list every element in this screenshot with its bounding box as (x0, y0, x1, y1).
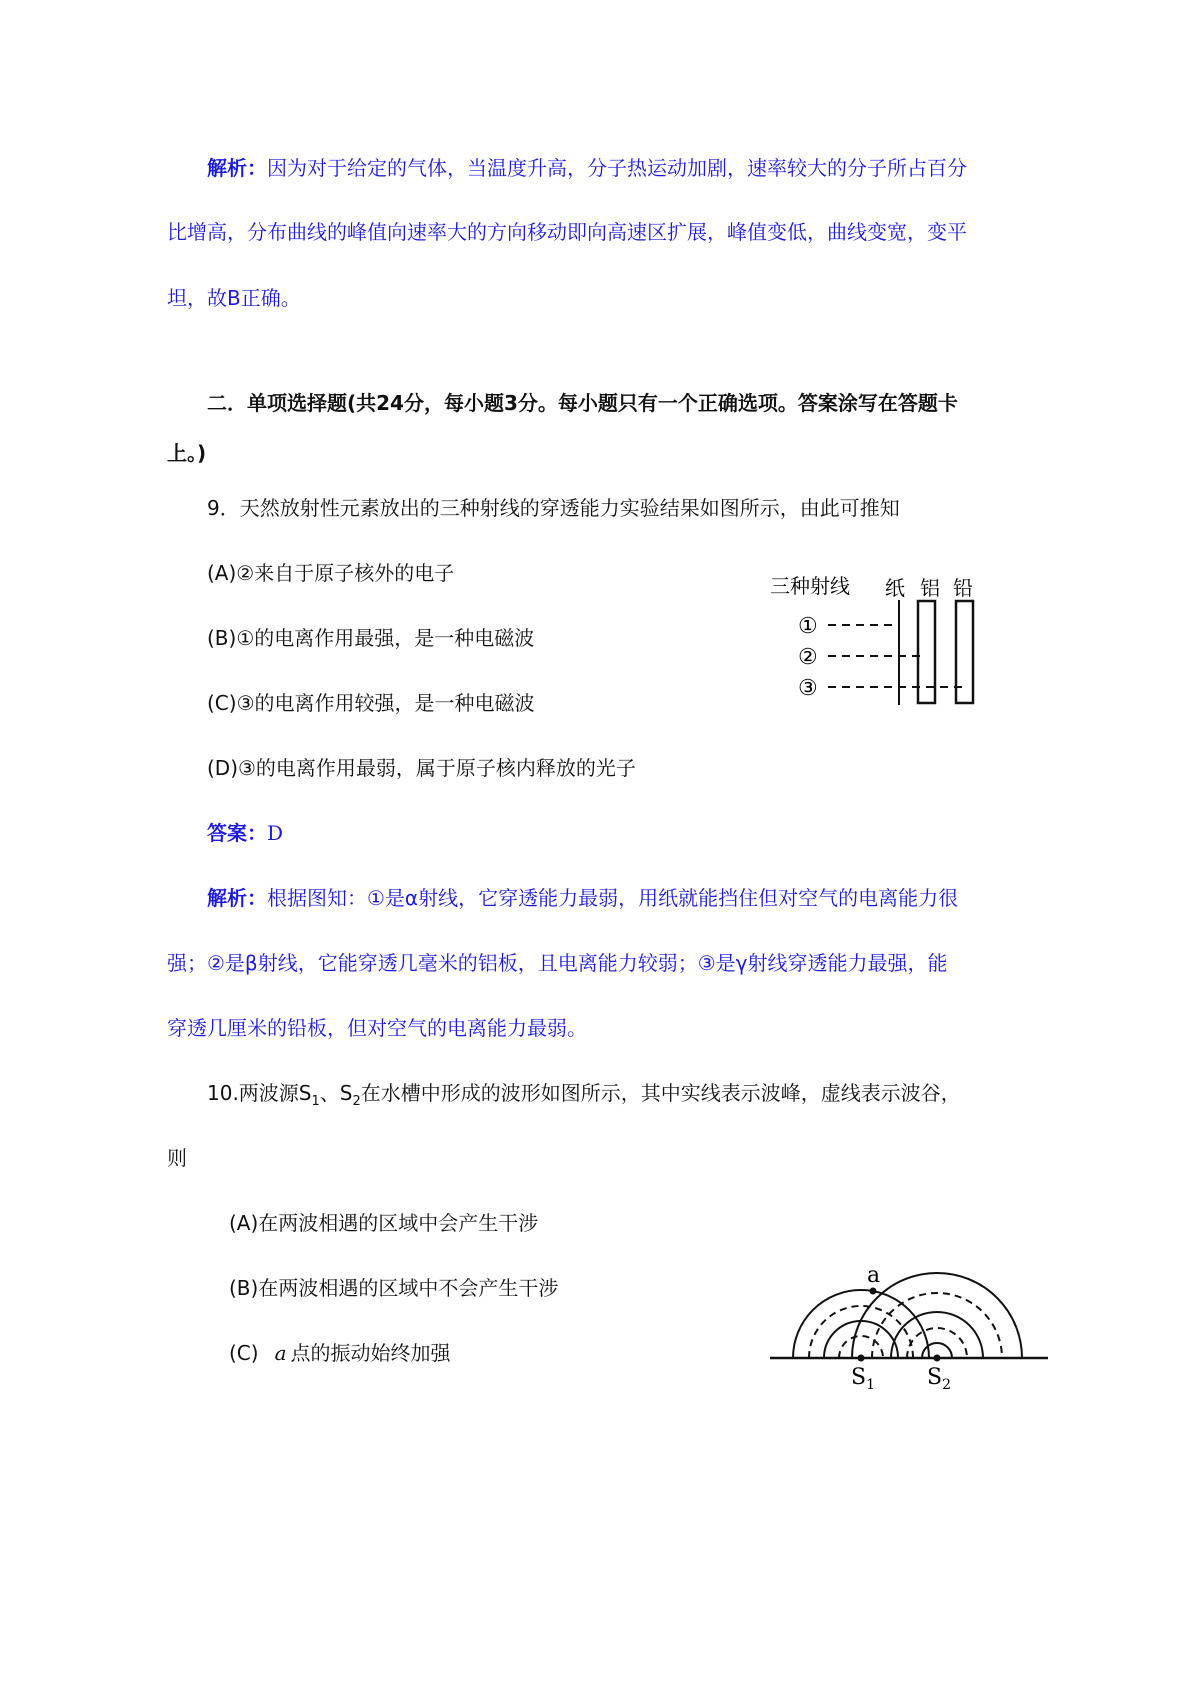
point-a (870, 1288, 877, 1295)
answer-label: 答案： (207, 821, 267, 845)
q9-answer (207, 819, 283, 847)
q9-explanation-line-2: 强；②是β射线，它能穿透几毫米的铝板，且电离能力较弱；③是γ射线穿透能力最强，能 (167, 951, 948, 975)
explanation-label: 解析： (207, 886, 267, 910)
section-heading-cont: 上。) (167, 441, 207, 465)
q10-stem: 10.两波源$S_1$、$S_2$在水槽中形成的波形如图所示，其中实线表示波峰，虚线表示波谷， (207, 1081, 961, 1109)
q9-option-b: (B)①的电离作用最强，是一种电磁波 (207, 626, 535, 650)
radiation-penetration-figure (760, 565, 990, 715)
source-s2 (934, 1355, 941, 1362)
ray-1-label: ① (798, 614, 818, 639)
s1-label: $S_1$ (851, 1365, 875, 1393)
q10-option-c: (C) a 点的振动始终加强 (229, 1341, 451, 1365)
paper-label: 纸 (885, 576, 905, 600)
aluminum-label: 铝 (920, 576, 940, 600)
ray-2-label: ② (798, 645, 818, 670)
q10-option-a: (A)在两波相遇的区域中会产生干涉 (229, 1211, 539, 1235)
source-s1 (858, 1355, 865, 1362)
s2-label: $S_2$ (927, 1365, 951, 1393)
q9-explanation-line-3: 穿透几厘米的铅板，但对空气的电离能力最弱。 (167, 1016, 587, 1040)
prev-explanation-line-1: 解析：因为对于给定的气体，当温度升高，分子热运动加剧，速率较大的分子所占百分 (207, 156, 967, 180)
q9-stem: 9．天然放射性元素放出的三种射线的穿透能力实验结果如图所示，由此可推知 (207, 496, 900, 520)
ray-3-label: ③ (798, 676, 818, 701)
s2-crest-middle (891, 1312, 983, 1358)
q9-explanation-line-1: 解析：根据图知：①是α射线，它穿透能力最弱，用纸就能挡住但对空气的电离能力很 (207, 886, 959, 910)
q9-option-d: (D)③的电离作用最弱，属于原子核内释放的光子 (207, 756, 636, 780)
wave-interference-figure (765, 1258, 1055, 1398)
lead-label: 铅 (953, 576, 973, 600)
q10-option-b: (B)在两波相遇的区域中不会产生干涉 (229, 1276, 559, 1300)
s1-crest-inner (824, 1321, 898, 1358)
q9-option-a: (A)②来自于原子核外的电子 (207, 561, 455, 585)
explanation-label: 解析： (207, 156, 267, 180)
point-a-label: a (867, 1263, 881, 1288)
prev-explanation-line-2: 比增高，分布曲线的峰值向速率大的方向移动即向高速区扩展，峰值变低，曲线变宽，变平 (167, 220, 967, 244)
section-heading: 二．单项选择题(共24分，每小题3分。每小题只有一个正确选项。答案涂写在答题卡 (207, 391, 958, 415)
answer-value: D (267, 821, 284, 845)
q10-stem-cont: 则 (167, 1146, 187, 1170)
q9-option-c: (C)③的电离作用较强，是一种电磁波 (207, 691, 535, 715)
prev-explanation-line-3: 坦，故B正确。 (167, 286, 301, 310)
figure-title: 三种射线 (770, 574, 850, 598)
